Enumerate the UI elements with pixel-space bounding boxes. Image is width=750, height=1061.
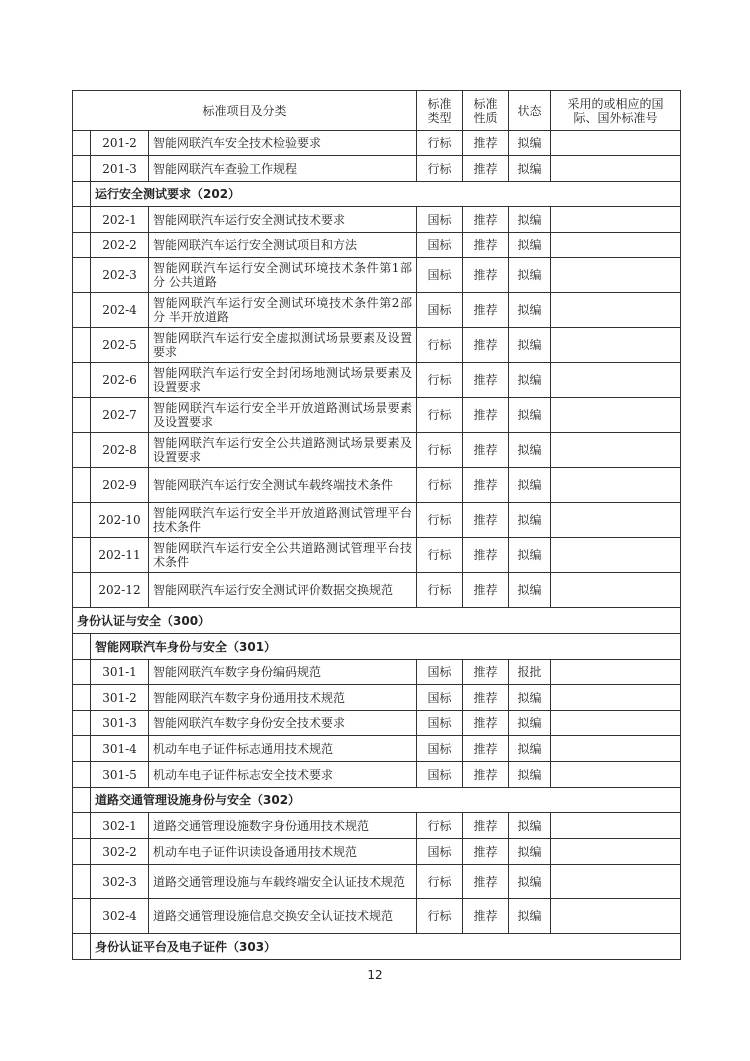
- standard-name: 道路交通管理设施与车载终端安全认证技术规范: [149, 865, 417, 899]
- standard-status: 拟编: [509, 156, 551, 182]
- standard-nature: 推荐: [463, 711, 509, 736]
- standard-code: 301-2: [91, 685, 149, 711]
- standard-type: 行标: [417, 363, 463, 398]
- standard-status: 拟编: [509, 865, 551, 899]
- standard-status: 拟编: [509, 398, 551, 433]
- indent-cell: [73, 711, 91, 736]
- standard-name: 智能网联汽车运行安全测试项目和方法: [149, 233, 417, 258]
- intl-standard-number: [551, 711, 681, 736]
- intl-standard-number: [551, 736, 681, 762]
- standard-nature: 推荐: [463, 538, 509, 573]
- standard-nature: 推荐: [463, 468, 509, 503]
- table-header-row: [73, 91, 681, 131]
- standard-name: 智能网联汽车运行安全公共道路测试管理平台技术条件: [149, 538, 417, 573]
- table-row: [73, 813, 681, 839]
- intl-standard-number: [551, 207, 681, 233]
- standard-status: 拟编: [509, 813, 551, 839]
- standard-code: 202-5: [91, 328, 149, 363]
- header-nature: [463, 91, 509, 131]
- indent-cell: [73, 736, 91, 762]
- standard-name: 智能网联汽车运行安全测试环境技术条件第1部分 公共道路: [149, 258, 417, 293]
- table-row: [73, 207, 681, 233]
- standard-type: 行标: [417, 865, 463, 899]
- standard-name: 智能网联汽车运行安全封闭场地测试场景要素及设置要求: [149, 363, 417, 398]
- standard-status: 拟编: [509, 899, 551, 934]
- standard-type: 行标: [417, 328, 463, 363]
- standard-status: 拟编: [509, 538, 551, 573]
- table-row: [73, 538, 681, 573]
- standard-status: 拟编: [509, 711, 551, 736]
- standard-code: 202-1: [91, 207, 149, 233]
- standard-type: 行标: [417, 433, 463, 468]
- table-row: [73, 762, 681, 788]
- standard-code: 202-8: [91, 433, 149, 468]
- intl-standard-number: [551, 131, 681, 156]
- indent-cell: [73, 207, 91, 233]
- intl-standard-number: [551, 839, 681, 865]
- category-row: [73, 634, 681, 660]
- standard-type: 行标: [417, 503, 463, 538]
- standard-type: 行标: [417, 131, 463, 156]
- table-row: [73, 433, 681, 468]
- header-nature-line1: 标准: [473, 96, 498, 111]
- standard-nature: 推荐: [463, 328, 509, 363]
- standard-name: 智能网联汽车运行安全测试车载终端技术条件: [149, 468, 417, 503]
- indent-cell: [73, 934, 91, 960]
- standard-nature: 推荐: [463, 573, 509, 608]
- standard-type: 国标: [417, 762, 463, 788]
- standard-name: 机动车电子证件标志通用技术规范: [149, 736, 417, 762]
- section-label: 身份认证与安全（300）: [73, 608, 681, 634]
- intl-standard-number: [551, 762, 681, 788]
- indent-cell: [73, 328, 91, 363]
- standard-status: 拟编: [509, 573, 551, 608]
- standard-name: 智能网联汽车数字身份安全技术要求: [149, 711, 417, 736]
- category-label: 智能网联汽车身份与安全（301）: [91, 634, 681, 660]
- standard-code: 202-2: [91, 233, 149, 258]
- standard-status: 拟编: [509, 433, 551, 468]
- standard-nature: 推荐: [463, 293, 509, 328]
- indent-cell: [73, 293, 91, 328]
- standard-nature: 推荐: [463, 685, 509, 711]
- intl-standard-number: [551, 233, 681, 258]
- standard-nature: 推荐: [463, 233, 509, 258]
- table-row: [73, 293, 681, 328]
- standard-status: 报批: [509, 660, 551, 685]
- standard-status: 拟编: [509, 328, 551, 363]
- header-status: [509, 91, 551, 131]
- standard-status: 拟编: [509, 233, 551, 258]
- standard-type: 国标: [417, 233, 463, 258]
- standard-type: 国标: [417, 660, 463, 685]
- standard-code: 202-9: [91, 468, 149, 503]
- standard-type: 国标: [417, 685, 463, 711]
- intl-standard-number: [551, 503, 681, 538]
- intl-standard-number: [551, 293, 681, 328]
- indent-cell: [73, 573, 91, 608]
- standard-nature: 推荐: [463, 660, 509, 685]
- header-nature-line2: 性质: [473, 110, 498, 125]
- standard-type: 行标: [417, 813, 463, 839]
- standard-name: 机动车电子证件识读设备通用技术规范: [149, 839, 417, 865]
- standard-name: 智能网联汽车运行安全测试评价数据交换规范: [149, 573, 417, 608]
- header-type-line2: 类型: [427, 110, 452, 125]
- indent-cell: [73, 433, 91, 468]
- standard-code: 301-1: [91, 660, 149, 685]
- standard-nature: 推荐: [463, 258, 509, 293]
- intl-standard-number: [551, 398, 681, 433]
- standard-code: 202-4: [91, 293, 149, 328]
- standard-nature: 推荐: [463, 207, 509, 233]
- indent-cell: [73, 660, 91, 685]
- standard-status: 拟编: [509, 131, 551, 156]
- header-project: [73, 91, 417, 131]
- standard-code: 202-10: [91, 503, 149, 538]
- intl-standard-number: [551, 363, 681, 398]
- standard-code: 302-4: [91, 899, 149, 934]
- intl-standard-number: [551, 899, 681, 934]
- standard-code: 302-1: [91, 813, 149, 839]
- header-intl-line1: 采用的或相应的国: [567, 96, 664, 111]
- table-row: [73, 131, 681, 156]
- standard-nature: 推荐: [463, 762, 509, 788]
- standard-name: 智能网联汽车运行安全虚拟测试场景要素及设置要求: [149, 328, 417, 363]
- indent-cell: [73, 233, 91, 258]
- header-project-label: 标准项目及分类: [202, 103, 287, 118]
- table-row: [73, 233, 681, 258]
- intl-standard-number: [551, 258, 681, 293]
- standard-type: 行标: [417, 899, 463, 934]
- intl-standard-number: [551, 685, 681, 711]
- standard-code: 202-11: [91, 538, 149, 573]
- indent-cell: [73, 865, 91, 899]
- standard-status: 拟编: [509, 207, 551, 233]
- table-row: [73, 839, 681, 865]
- header-intl: [551, 91, 681, 131]
- intl-standard-number: [551, 573, 681, 608]
- standard-nature: 推荐: [463, 813, 509, 839]
- category-label: 运行安全测试要求（202）: [91, 182, 681, 207]
- standard-nature: 推荐: [463, 839, 509, 865]
- standard-nature: 推荐: [463, 899, 509, 934]
- indent-cell: [73, 131, 91, 156]
- standard-name: 道路交通管理设施信息交换安全认证技术规范: [149, 899, 417, 934]
- standard-code: 301-3: [91, 711, 149, 736]
- table-row: [73, 711, 681, 736]
- standard-code: 202-3: [91, 258, 149, 293]
- indent-cell: [73, 899, 91, 934]
- indent-cell: [73, 503, 91, 538]
- page-number: 12: [367, 968, 383, 982]
- category-label: 道路交通管理设施身份与安全（302）: [91, 788, 681, 813]
- intl-standard-number: [551, 865, 681, 899]
- table-row: [73, 660, 681, 685]
- header-type: [417, 91, 463, 131]
- indent-cell: [73, 813, 91, 839]
- intl-standard-number: [551, 538, 681, 573]
- section-row: [73, 608, 681, 634]
- table-row: [73, 398, 681, 433]
- standard-type: 行标: [417, 468, 463, 503]
- standard-nature: 推荐: [463, 363, 509, 398]
- standard-name: 智能网联汽车运行安全测试环境技术条件第2部分 半开放道路: [149, 293, 417, 328]
- table-row: [73, 503, 681, 538]
- standard-status: 拟编: [509, 839, 551, 865]
- intl-standard-number: [551, 660, 681, 685]
- table-row: [73, 258, 681, 293]
- standard-type: 国标: [417, 258, 463, 293]
- table-row: [73, 363, 681, 398]
- standard-name: 机动车电子证件标志安全技术要求: [149, 762, 417, 788]
- standard-type: 行标: [417, 538, 463, 573]
- standard-nature: 推荐: [463, 398, 509, 433]
- indent-cell: [73, 468, 91, 503]
- standard-status: 拟编: [509, 685, 551, 711]
- category-row: [73, 788, 681, 813]
- standard-code: 301-5: [91, 762, 149, 788]
- indent-cell: [73, 258, 91, 293]
- standard-code: 201-2: [91, 131, 149, 156]
- indent-cell: [73, 538, 91, 573]
- table-row: [73, 685, 681, 711]
- standard-name: 智能网联汽车数字身份通用技术规范: [149, 685, 417, 711]
- standard-nature: 推荐: [463, 433, 509, 468]
- category-label: 身份认证平台及电子证件（303）: [91, 934, 681, 960]
- standard-status: 拟编: [509, 468, 551, 503]
- standards-table: [72, 90, 681, 960]
- standard-nature: 推荐: [463, 131, 509, 156]
- standard-name: 智能网联汽车运行安全半开放道路测试管理平台技术条件: [149, 503, 417, 538]
- indent-cell: [73, 182, 91, 207]
- intl-standard-number: [551, 328, 681, 363]
- category-row: [73, 934, 681, 960]
- indent-cell: [73, 398, 91, 433]
- standard-type: 国标: [417, 736, 463, 762]
- header-type-line1: 标准: [427, 96, 452, 111]
- category-row: [73, 182, 681, 207]
- standard-code: 302-3: [91, 865, 149, 899]
- standard-code: 201-3: [91, 156, 149, 182]
- indent-cell: [73, 634, 91, 660]
- standard-status: 拟编: [509, 293, 551, 328]
- table-row: [73, 573, 681, 608]
- indent-cell: [73, 685, 91, 711]
- indent-cell: [73, 839, 91, 865]
- standard-name: 智能网联汽车数字身份编码规范: [149, 660, 417, 685]
- standard-status: 拟编: [509, 503, 551, 538]
- intl-standard-number: [551, 433, 681, 468]
- intl-standard-number: [551, 813, 681, 839]
- standard-status: 拟编: [509, 258, 551, 293]
- standard-status: 拟编: [509, 736, 551, 762]
- standard-type: 国标: [417, 839, 463, 865]
- standard-type: 国标: [417, 711, 463, 736]
- standard-type: 行标: [417, 573, 463, 608]
- standard-name: 智能网联汽车运行安全测试技术要求: [149, 207, 417, 233]
- table-row: [73, 736, 681, 762]
- standard-code: 301-4: [91, 736, 149, 762]
- standard-code: 202-12: [91, 573, 149, 608]
- standard-type: 国标: [417, 293, 463, 328]
- standard-name: 智能网联汽车安全技术检验要求: [149, 131, 417, 156]
- table-row: [73, 328, 681, 363]
- standard-type: 行标: [417, 156, 463, 182]
- standard-type: 行标: [417, 398, 463, 433]
- standard-code: 202-6: [91, 363, 149, 398]
- standard-nature: 推荐: [463, 503, 509, 538]
- standard-name: 智能网联汽车查验工作规程: [149, 156, 417, 182]
- standard-nature: 推荐: [463, 736, 509, 762]
- indent-cell: [73, 762, 91, 788]
- header-intl-line2: 际、国外标准号: [573, 110, 658, 125]
- standard-status: 拟编: [509, 762, 551, 788]
- indent-cell: [73, 363, 91, 398]
- standard-type: 国标: [417, 207, 463, 233]
- table-row: [73, 865, 681, 899]
- table-row: [73, 468, 681, 503]
- standard-status: 拟编: [509, 363, 551, 398]
- intl-standard-number: [551, 468, 681, 503]
- standard-name: 智能网联汽车运行安全公共道路测试场景要素及设置要求: [149, 433, 417, 468]
- standard-name: 智能网联汽车运行安全半开放道路测试场景要素及设置要求: [149, 398, 417, 433]
- header-status-label: 状态: [517, 103, 542, 118]
- table-row: [73, 156, 681, 182]
- standard-code: 302-2: [91, 839, 149, 865]
- standard-name: 道路交通管理设施数字身份通用技术规范: [149, 813, 417, 839]
- standard-code: 202-7: [91, 398, 149, 433]
- table-row: [73, 899, 681, 934]
- indent-cell: [73, 788, 91, 813]
- standard-nature: 推荐: [463, 156, 509, 182]
- indent-cell: [73, 156, 91, 182]
- standard-nature: 推荐: [463, 865, 509, 899]
- intl-standard-number: [551, 156, 681, 182]
